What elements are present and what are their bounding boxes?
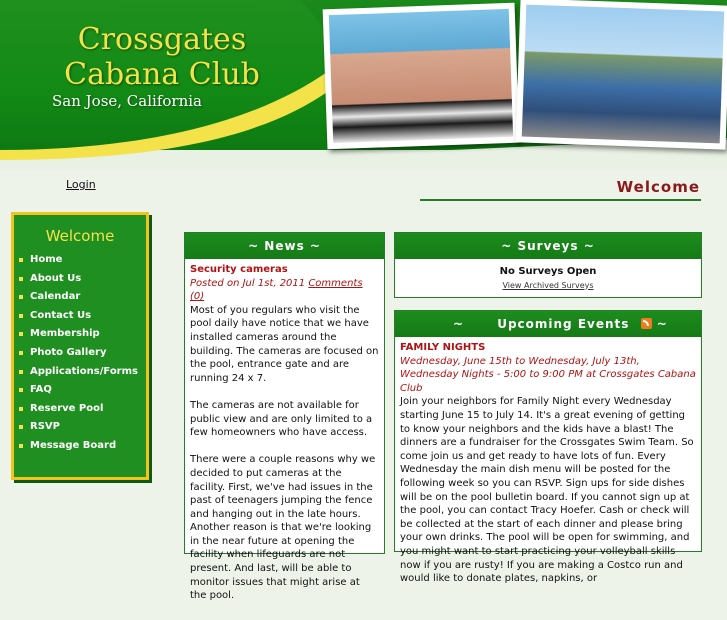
sidebar-item-home[interactable] bbox=[14, 251, 146, 270]
sidebar-title: Welcome bbox=[45, 227, 115, 245]
news-body bbox=[185, 259, 384, 620]
surveys-status: No Surveys Open bbox=[499, 266, 597, 277]
sidebar-item-label: About Us bbox=[30, 272, 82, 284]
site-title-line1: Crossgates bbox=[77, 22, 247, 57]
event-when: Wednesday, June 15th to Wednesday, July 13th, Wednesday Nights - 5:00 to 9:00 PM at Crossgates Cabana Club bbox=[400, 355, 696, 394]
archived-surveys-link[interactable]: View Archived Surveys bbox=[502, 280, 594, 290]
news-item-meta bbox=[190, 277, 379, 304]
rss-icon[interactable] bbox=[641, 318, 652, 329]
news-comments-link[interactable]: Comments (0) bbox=[190, 277, 363, 303]
news-item-title[interactable]: Security cameras bbox=[190, 264, 288, 275]
bullet-icon bbox=[19, 351, 23, 355]
sidebar-item-label: Reserve Pool bbox=[30, 402, 104, 414]
news-header: ~ News ~ bbox=[185, 233, 384, 259]
surveys-body bbox=[395, 259, 701, 296]
sidebar-item-label: FAQ bbox=[30, 384, 52, 396]
surveys-panel bbox=[394, 232, 702, 298]
sidebar-item-label: Home bbox=[30, 254, 63, 265]
bullet-icon bbox=[19, 295, 23, 299]
sidebar-item-about-us[interactable] bbox=[14, 270, 146, 289]
login-link[interactable]: Login bbox=[66, 178, 96, 191]
site-header bbox=[0, 0, 727, 170]
header-photo-kids bbox=[323, 3, 520, 150]
news-paragraph: There were a couple reasons why we decided to put cameras at the facility. First, we've had issues in the past of teenagers jumping the fence and hanging out in the late hours. Another reason is that we're looking in the near future at opening the facility when lifeguards are not present. And last, will be able to monitor issues that might arise at the pool. bbox=[190, 454, 376, 602]
sidebar-item-label: Calendar bbox=[30, 291, 81, 303]
surveys-header: ~ Surveys ~ bbox=[395, 233, 701, 259]
bullet-icon bbox=[19, 332, 23, 336]
site-title[interactable] bbox=[22, 22, 302, 92]
news-panel bbox=[184, 232, 385, 602]
site-subtitle: San Jose, California bbox=[52, 92, 202, 110]
sidebar-item-label: RSVP bbox=[30, 421, 60, 433]
event-title[interactable]: FAMILY NIGHTS bbox=[400, 342, 486, 353]
sidebar-item-reserve-pool[interactable] bbox=[14, 400, 146, 419]
page-heading: Welcome bbox=[616, 178, 700, 196]
sidebar-item-label: Applications/Forms bbox=[30, 365, 138, 377]
bullet-icon bbox=[19, 388, 23, 392]
bullet-icon bbox=[19, 258, 23, 262]
sidebar-item-membership[interactable] bbox=[14, 325, 146, 344]
events-body bbox=[395, 337, 701, 590]
bullet-icon bbox=[19, 444, 23, 448]
sidebar-item-label: Message Board bbox=[30, 439, 117, 451]
sidebar-item-message-board[interactable] bbox=[14, 437, 146, 456]
event-description: Join your neighbors for Family Night every Wednesday starting June 15 to July 14. It's a great evening of getting to know your neighbors and the kids have a blast! The dinners are a fundraiser for the Crossgates Swim Team. So come join us and get ready to have lots of fun. Every Wednesday the main dish menu will be posted for the following week so you can RSVP. Sign ups for side dishes will be on the pool bulletin board. If you cannot sign up at the pool, you can contact Tracy Hoefer. Cash or check will be collected at the start of each dinner and please bring your own drinks. The pool will be open for swimming, and you might want to start practicing your volleyball skills now if you are rusty! If you are making a Costco run and would like to donate plates, napkins, or bbox=[400, 396, 694, 585]
events-header-title: Upcoming Events bbox=[497, 317, 630, 331]
heading-divider bbox=[420, 199, 701, 201]
header-photo-firetruck bbox=[516, 0, 727, 150]
sidebar-nav bbox=[11, 212, 149, 480]
site-title-line2: Cabana Club bbox=[64, 57, 260, 92]
news-paragraph: The cameras are not available for public view and are only limited to a few homeowners who have access. bbox=[190, 399, 373, 439]
bullet-icon bbox=[19, 407, 23, 411]
sidebar-item-calendar[interactable] bbox=[14, 288, 146, 307]
sidebar-item-label: Membership bbox=[30, 328, 100, 340]
news-paragraph: Most of you regulars who visit the pool daily have notice that we have installed cameras around the building. The cameras are focused on the pool, entrance gate and are running 24 x 7. bbox=[190, 304, 379, 384]
sidebar-item-faq[interactable] bbox=[14, 381, 146, 400]
sidebar-item-label: Contact Us bbox=[30, 309, 92, 321]
sidebar-item-contact-us[interactable] bbox=[14, 307, 146, 326]
bullet-icon bbox=[19, 277, 23, 281]
events-header-right: ~ bbox=[656, 317, 668, 331]
events-panel bbox=[394, 310, 702, 585]
events-header-left: ~ bbox=[453, 317, 465, 331]
sidebar-item-photo-gallery[interactable] bbox=[14, 344, 146, 363]
bullet-icon bbox=[19, 425, 23, 429]
bullet-icon bbox=[19, 370, 23, 374]
sidebar-item-applications-forms[interactable] bbox=[14, 363, 146, 382]
news-item-posted: Posted on Jul 1st, 2011 bbox=[190, 277, 306, 289]
sidebar-item-label: Photo Gallery bbox=[30, 346, 107, 358]
events-header bbox=[395, 311, 701, 337]
sidebar-item-rsvp[interactable] bbox=[14, 418, 146, 437]
bullet-icon bbox=[19, 314, 23, 318]
